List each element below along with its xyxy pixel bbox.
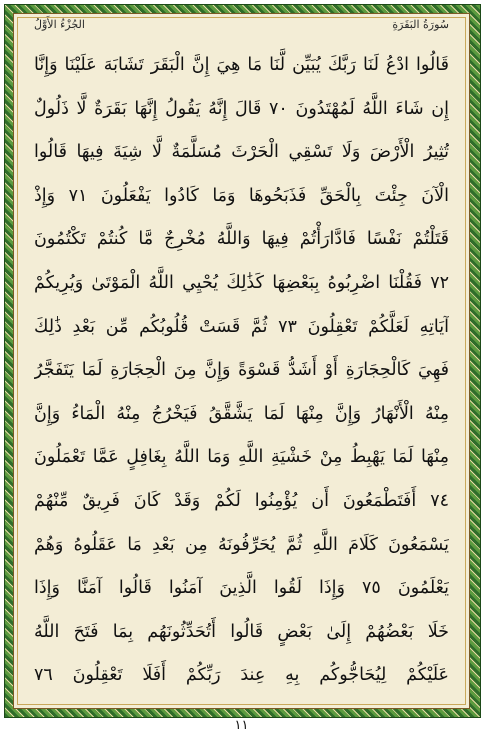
text-line-12: يَسْمَعُونَ كَلَامَ اللَّهِ ثُمَّ يُحَرِّفُونَهُ مِن بَعْدِ مَا عَقَلُوهُ وَهُمْ xyxy=(34,534,449,555)
text-line-1: قَالُوا ادْعُ لَنَا رَبَّكَ يُبَيِّن لَّنَا مَا هِيَ إِنَّ الْبَقَرَ تَشَابَهَ عَلَيْنَا وَإِنَّا xyxy=(34,55,449,75)
juz-label: الجُزْءُ الأَوَّلُ xyxy=(34,18,85,31)
text-line-8: فَهِيَ كَالْحِجَارَةِ أَوْ أَشَدُّ قَسْوَةً وَإِنَّ مِنَ الْحِجَارَةِ لَمَا يَتَفَجَّرُ xyxy=(34,360,449,381)
text-line-10: مِنْهَا لَمَا يَهْبِطُ مِنْ خَشْيَةِ اللَّهِ وَمَا اللَّهُ بِغَافِلٍ عَمَّا تَعْمَلُونَ xyxy=(34,447,449,468)
text-line-9: مِنْهُ الْأَنْهَارُ وَإِنَّ مِنْهَا لَمَا يَشَّقَّقُ فَيَخْرُجُ مِنْهُ الْمَاءُ وَإِنَّ xyxy=(34,403,449,424)
text-line-15: عَلَيْكُمْ لِيُحَاجُّوكُم بِهِ عِندَ رَبِّكُمْ أَفَلَا تَعْقِلُونَ ٧٦ xyxy=(34,665,449,686)
text-line-4: الْآنَ جِئْتَ بِالْحَقِّ فَذَبَحُوهَا وَمَا كَادُوا يَفْعَلُونَ ٧١ وَإِذْ xyxy=(34,185,449,206)
text-line-11: ٧٤ أَفَتَطْمَعُونَ أَن يُؤْمِنُوا لَكُمْ وَقَدْ كَانَ فَرِيقٌ مِّنْهُمْ xyxy=(34,490,449,511)
text-line-5: قَتَلْتُمْ نَفْسًا فَادَّارَأْتُمْ فِيهَا وَاللَّهُ مُخْرِجٌ مَّا كُنتُمْ تَكْتُمُونَ xyxy=(34,229,449,250)
text-line-7: آيَاتِهِ لَعَلَّكُمْ تَعْقِلُونَ ٧٣ ثُمَّ قَسَتْ قُلُوبُكُم مِّن بَعْدِ ذَٰلِكَ xyxy=(34,316,449,337)
text-line-14: خَلَا بَعْضُهُمْ إِلَىٰ بَعْضٍ قَالُوا أَتُحَدِّثُونَهُم بِمَا فَتَحَ اللَّهُ xyxy=(34,621,449,642)
text-line-3: تُثِيرُ الْأَرْضَ وَلَا تَسْقِي الْحَرْثَ مُسَلَّمَةٌ لَّا شِيَةَ فِيهَا قَالُوا xyxy=(34,142,449,163)
text-line-6: ٧٢ فَقُلْنَا اضْرِبُوهُ بِبَعْضِهَا كَذَٰلِكَ يُحْيِي اللَّهُ الْمَوْتَىٰ وَيُرِيكُمْ xyxy=(34,272,449,293)
page-number: ١١ xyxy=(234,718,249,733)
quran-text-block xyxy=(34,44,449,698)
text-line-13: يَعْلَمُونَ ٧٥ وَإِذَا لَقُوا الَّذِينَ آمَنُوا قَالُوا آمَنَّا وَإِذَا xyxy=(34,578,449,599)
text-line-2: إِن شَاءَ اللَّهُ لَمُهْتَدُونَ ٧٠ قَالَ إِنَّهُ يَقُولُ إِنَّهَا بَقَرَةٌ لَّا ذَلُولٌ xyxy=(34,98,449,119)
surah-label: سُورَةُ البَقَرَةِ xyxy=(392,18,449,31)
